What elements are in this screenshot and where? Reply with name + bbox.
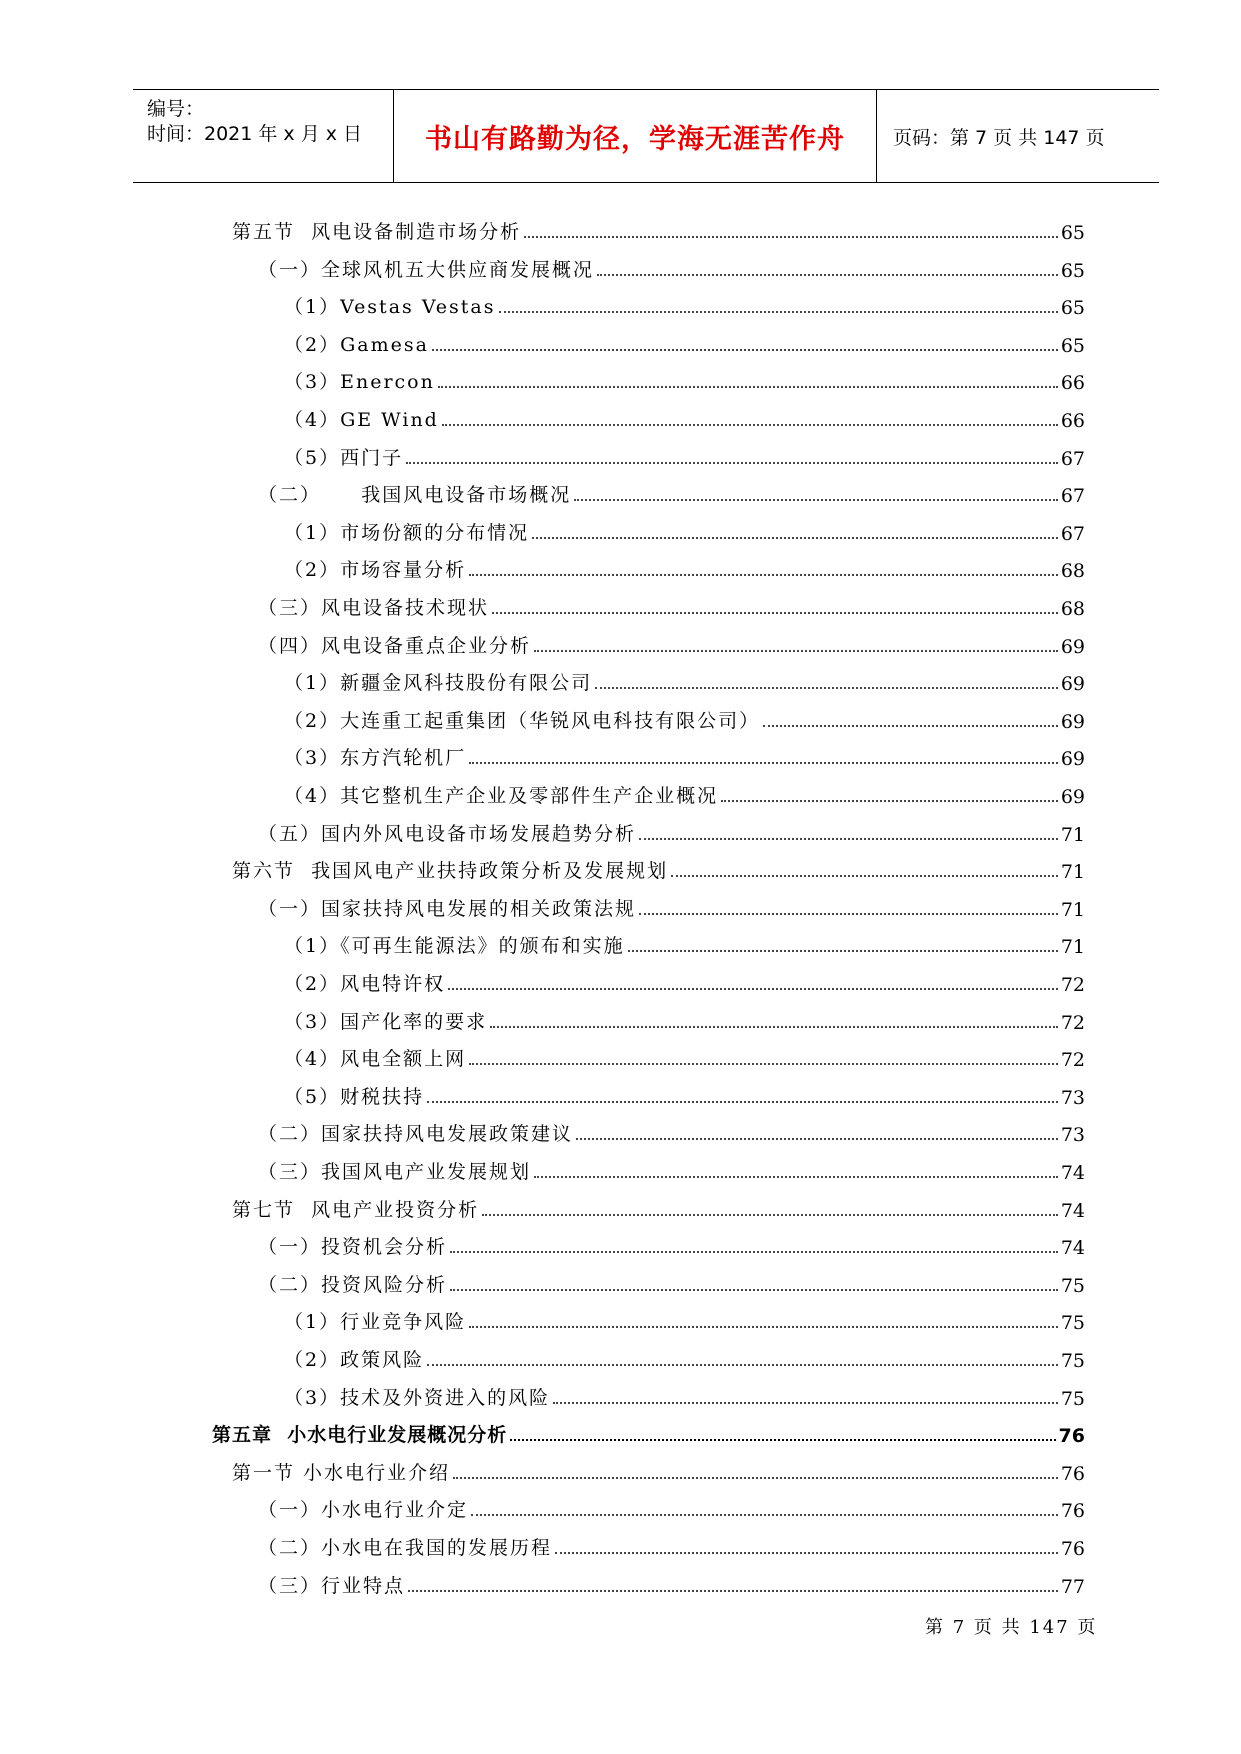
toc-entry-page: 69 — [1060, 673, 1085, 696]
toc-leader-dots — [469, 1062, 1058, 1065]
toc-entry-title: （2）Gamesa — [284, 333, 429, 356]
toc-entry-page: 71 — [1060, 898, 1085, 921]
toc-leader-dots — [553, 1401, 1058, 1404]
toc-entry-title: （3）Enercon — [284, 371, 435, 394]
toc-entry-title: （3）技术及外资进入的风险 — [284, 1386, 551, 1409]
toc-entry-title: （五）国内外风电设备市场发展趋势分析 — [258, 822, 637, 845]
toc-entry[interactable] — [284, 552, 1085, 582]
toc-leader-dots — [427, 1100, 1058, 1103]
toc-leader-dots — [763, 724, 1058, 727]
toc-entry-title: 第一节 小水电行业介绍 — [232, 1461, 451, 1484]
toc-entry-page: 65 — [1060, 334, 1085, 357]
toc-entry-title: （1）Vestas Vestas — [284, 296, 496, 319]
toc-chapter-entry[interactable] — [212, 1417, 1085, 1447]
toc-entry-page: 71 — [1060, 861, 1085, 884]
toc-entry-page: 69 — [1060, 710, 1085, 733]
toc-entry[interactable] — [258, 628, 1085, 658]
toc-entry[interactable] — [284, 402, 1085, 432]
toc-entry-title: （一）国家扶持风电发展的相关政策法规 — [258, 897, 637, 920]
toc-entry-page: 68 — [1060, 560, 1085, 583]
toc-entry-title: （2）市场容量分析 — [284, 559, 467, 582]
toc-leader-dots — [406, 461, 1058, 464]
toc-leader-dots — [490, 1025, 1058, 1028]
toc-entry-title: （2）大连重工起重集团（华锐风电科技有限公司） — [284, 709, 761, 732]
toc-entry[interactable] — [258, 816, 1085, 846]
toc-leader-dots — [432, 348, 1058, 351]
toc-entry-page: 66 — [1060, 410, 1085, 432]
toc-entry[interactable] — [232, 1455, 1085, 1485]
toc-leader-dots — [450, 1250, 1058, 1253]
toc-entry-page: 76 — [1058, 1425, 1085, 1448]
toc-leader-dots — [510, 1438, 1055, 1441]
header-page-number: 页码：第 7 页 共 147 页 — [893, 126, 1105, 149]
toc-leader-dots — [532, 536, 1058, 539]
toc-entry-page: 67 — [1060, 447, 1085, 470]
page-header — [133, 89, 1159, 183]
toc-entry-title: （4）风电全额上网 — [284, 1048, 467, 1071]
toc-entry-title: （3）国产化率的要求 — [284, 1010, 488, 1033]
toc-entry-title: （2）风电特许权 — [284, 973, 446, 995]
toc-entry-title: （3）东方汽轮机厂 — [284, 747, 467, 770]
toc-entry-title: （二）国家扶持风电发展政策建议 — [258, 1123, 574, 1146]
toc-entry[interactable] — [258, 1229, 1085, 1259]
toc-entry[interactable] — [258, 590, 1085, 620]
toc-entry-title: （三）行业特点 — [258, 1574, 406, 1597]
toc-entry-title: （1）市场份额的分布情况 — [284, 521, 530, 544]
header-left-cell — [133, 90, 393, 182]
toc-entry-page: 75 — [1060, 1387, 1085, 1410]
toc-entry-page: 76 — [1060, 1462, 1085, 1485]
toc-entry[interactable] — [284, 327, 1085, 357]
toc-entry[interactable] — [258, 891, 1085, 921]
toc-entry[interactable] — [258, 1530, 1085, 1560]
toc-entry[interactable] — [284, 928, 1085, 958]
toc-entry[interactable] — [258, 1267, 1085, 1297]
toc-leader-dots — [469, 761, 1058, 764]
toc-leader-dots — [469, 573, 1058, 576]
header-motto: 书山有路勤为径，学海无涯苦作舟 — [425, 123, 845, 155]
toc-entry[interactable] — [284, 1380, 1085, 1410]
toc-entry[interactable] — [232, 1192, 1085, 1222]
toc-entry[interactable] — [284, 1041, 1085, 1071]
toc-entry[interactable] — [284, 740, 1085, 770]
toc-entry-page: 73 — [1060, 1124, 1085, 1147]
toc-entry-title: （5）西门子 — [284, 446, 404, 469]
toc-entry-title: （一）投资机会分析 — [258, 1236, 448, 1259]
toc-leader-dots — [555, 1551, 1058, 1554]
toc-leader-dots — [671, 874, 1058, 877]
toc-leader-dots — [628, 949, 1058, 952]
toc-leader-dots — [639, 837, 1058, 840]
toc-entry[interactable] — [258, 1492, 1085, 1522]
toc-entry[interactable] — [284, 703, 1085, 733]
toc-leader-dots — [438, 385, 1058, 388]
toc-entry-title: 第六节 我国风电产业扶持政策分析及发展规划 — [232, 860, 669, 883]
toc-entry-page: 76 — [1060, 1500, 1085, 1523]
toc-leader-dots — [453, 1476, 1058, 1479]
toc-leader-dots — [534, 1175, 1058, 1178]
toc-entry-title: （二）小水电在我国的发展历程 — [258, 1537, 553, 1559]
toc-leader-dots — [576, 1137, 1058, 1140]
header-page-cell — [877, 90, 1159, 182]
toc-leader-dots — [499, 310, 1058, 313]
toc-entry-page: 74 — [1060, 1162, 1085, 1184]
toc-entry-title: （一）全球风机五大供应商发展概况 — [258, 258, 595, 281]
toc-leader-dots — [448, 987, 1058, 990]
toc-leader-dots — [427, 1363, 1058, 1366]
toc-entry-page: 68 — [1060, 598, 1085, 620]
toc-entry[interactable] — [258, 1154, 1085, 1184]
toc-entry-page: 72 — [1060, 974, 1085, 996]
toc-leader-dots — [482, 1213, 1058, 1216]
toc-leader-dots — [597, 273, 1058, 276]
toc-entry-page: 75 — [1060, 1312, 1085, 1335]
toc-entry[interactable] — [284, 364, 1085, 394]
toc-entry-title: （一）小水电行业介定 — [258, 1499, 469, 1522]
toc-entry[interactable] — [284, 515, 1085, 545]
toc-entry-page: 67 — [1060, 522, 1085, 545]
toc-entry-title: （三）我国风电产业发展规划 — [258, 1161, 532, 1183]
toc-entry[interactable] — [284, 966, 1085, 996]
toc-leader-dots — [595, 686, 1058, 689]
toc-entry[interactable] — [258, 1568, 1085, 1598]
toc-entry-page: 75 — [1060, 1350, 1085, 1372]
toc-entry[interactable] — [284, 665, 1085, 695]
toc-entry-title: （4）GE Wind — [284, 409, 439, 431]
toc-entry-page: 66 — [1060, 372, 1085, 395]
toc-leader-dots — [471, 1513, 1058, 1516]
toc-entry-page: 69 — [1060, 786, 1085, 808]
toc-entry-page: 67 — [1060, 485, 1085, 508]
toc-entry-page: 72 — [1060, 1049, 1085, 1072]
toc-entry[interactable] — [284, 1004, 1085, 1034]
toc-entry-title: （4）其它整机生产企业及零部件生产企业概况 — [284, 785, 719, 807]
page-footer: 第 7 页 共 147 页 — [925, 1617, 1098, 1638]
toc-entry-title: 第五章 小水电行业发展概况分析 — [212, 1424, 508, 1447]
toc-leader-dots — [408, 1589, 1058, 1592]
toc-entry-title: （5）财税扶持 — [284, 1085, 425, 1108]
toc-entry-title: （二） 我国风电设备市场概况 — [258, 484, 572, 507]
toc-leader-dots — [442, 423, 1058, 426]
toc-entry-title: 第五节 风电设备制造市场分析 — [232, 221, 522, 243]
toc-entry[interactable] — [232, 214, 1085, 244]
toc-entry[interactable] — [284, 1342, 1085, 1372]
toc-entry[interactable] — [284, 1079, 1085, 1109]
toc-entry-page: 71 — [1060, 823, 1085, 846]
toc-entry-title: （1）新疆金风科技股份有限公司 — [284, 672, 593, 695]
toc-entry-title: （四）风电设备重点企业分析 — [258, 634, 532, 657]
toc-entry-title: （2）政策风险 — [284, 1349, 425, 1371]
toc-leader-dots — [639, 912, 1058, 915]
toc-entry-title: （三）风电设备技术现状 — [258, 597, 490, 619]
toc-entry-title: 第七节 风电产业投资分析 — [232, 1198, 480, 1221]
toc-entry-page: 71 — [1060, 936, 1085, 959]
toc-entry-page: 69 — [1060, 635, 1085, 658]
toc-entry[interactable] — [284, 289, 1085, 319]
toc-leader-dots — [721, 799, 1058, 802]
toc-entry-title: （二）投资风险分析 — [258, 1273, 448, 1296]
toc-entry-page: 65 — [1060, 297, 1085, 320]
document-number-label: 编号： — [147, 98, 205, 120]
toc-entry-page: 74 — [1060, 1199, 1085, 1222]
document-date: 时间：2021 年 x 月 x 日 — [147, 123, 363, 145]
toc-leader-dots — [524, 235, 1058, 238]
toc-entry-title: （1）《可再生能源法》的颁布和实施 — [284, 935, 625, 958]
toc-entry[interactable] — [232, 853, 1085, 883]
toc-leader-dots — [450, 1288, 1058, 1291]
toc-leader-dots — [469, 1325, 1058, 1328]
toc-entry-page: 75 — [1060, 1274, 1085, 1297]
toc-entry-page: 65 — [1060, 259, 1085, 282]
toc-leader-dots — [534, 649, 1058, 652]
toc-entry[interactable] — [284, 778, 1085, 808]
toc-entry[interactable] — [258, 1116, 1085, 1146]
toc-entry-title: （1）行业竞争风险 — [284, 1311, 467, 1334]
toc-entry-page: 76 — [1060, 1538, 1085, 1560]
toc-leader-dots — [574, 498, 1058, 501]
toc-entry-page: 74 — [1060, 1237, 1085, 1260]
toc-entry[interactable] — [258, 252, 1085, 282]
toc-entry-page: 77 — [1060, 1575, 1085, 1598]
header-motto-cell — [393, 90, 877, 182]
toc-entry-page: 73 — [1060, 1086, 1085, 1109]
toc-entry[interactable] — [284, 1304, 1085, 1334]
toc-entry[interactable] — [258, 477, 1085, 507]
toc-entry-page: 69 — [1060, 748, 1085, 771]
toc-entry[interactable] — [284, 440, 1085, 470]
toc-leader-dots — [492, 611, 1058, 614]
toc-entry-page: 65 — [1060, 222, 1085, 244]
toc-entry-page: 72 — [1060, 1011, 1085, 1034]
